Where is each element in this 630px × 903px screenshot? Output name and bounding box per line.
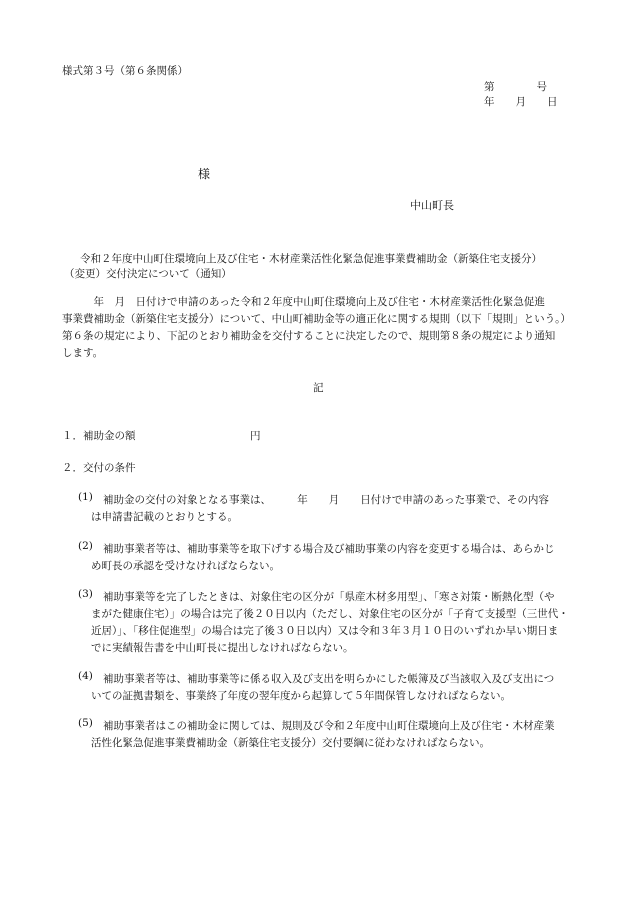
- condition-number: (2): [78, 540, 93, 552]
- body-line: 年 月 日付けで申請のあった令和２年度中山町住環境向上及び住宅・木材産業活性化緊急促進: [62, 296, 545, 308]
- condition-item: [91, 589, 569, 657]
- conditions-heading: ２．交付の条件: [62, 462, 136, 474]
- condition-number: (4): [78, 670, 93, 682]
- document-date: 年 月 日: [484, 96, 558, 108]
- subject-line-2: （変更）交付決定について（通知）: [64, 268, 232, 280]
- amount-label: １．補助金の額: [62, 430, 136, 442]
- condition-line: 活性化緊急促進事業費補助金（新築住宅支援分）交付要綱に従わなければならない。: [91, 737, 490, 749]
- condition-line: 近居）」、「移住促進型」の場合は完了後３０日以内）又は令和３年３月１０日のいずれか早い期日ま: [91, 625, 559, 637]
- condition-line: 補助事業等を完了したときは、対象住宅の区分が「県産木材多用型」、「寒さ対策・断熱化型（や: [103, 591, 555, 603]
- addressee-suffix: 様: [198, 167, 211, 181]
- condition-line: 補助事業者はこの補助金に関しては、規則及び令和２年度中山町住環境向上及び住宅・木材産業: [103, 720, 555, 732]
- condition-line: 補助事業者等は、補助事業等を取下げする場合及び補助事業の内容を変更する場合は、あらかじ: [103, 543, 555, 555]
- condition-number: (1): [78, 491, 93, 503]
- body-line: します。: [62, 347, 104, 359]
- body-paragraph: [62, 294, 571, 362]
- subject-line-1: 令和２年度中山町住環境向上及び住宅・木材産業活性化緊急促進事業費補助金（新築住宅支援分）: [80, 253, 542, 265]
- condition-number: (5): [78, 717, 93, 729]
- condition-item: [91, 541, 555, 575]
- document-number: 第 号: [484, 81, 547, 93]
- condition-line: まがた健康住宅）」の場合は完了後２０日以内（ただし、対象住宅の区分が「子育て支援型（三世代・: [91, 608, 569, 620]
- condition-number: (3): [78, 588, 93, 600]
- ki-heading: 記: [313, 382, 324, 394]
- condition-line: 補助事業者等は、補助事業等に係る収入及び支出を明らかにした帳簿及び当該収入及び支出につ: [103, 673, 555, 685]
- sender-name: 中山町長: [410, 199, 454, 212]
- amount-unit: 円: [250, 430, 261, 442]
- condition-line: は申請書記載のとおりとする。: [91, 511, 238, 523]
- body-line: 事業費補助金（新築住宅支援分）について、中山町補助金等の適正化に関する規則（以下「規則」という。）: [62, 313, 571, 325]
- condition-item: [91, 492, 549, 526]
- condition-line: いての証拠書類を、事業終了年度の翌年度から起算して５年間保管しなければならない。: [91, 690, 511, 702]
- condition-line: でに実績報告書を中山町長に提出しなければならない。: [91, 642, 354, 654]
- condition-line: め町長の承認を受けなければならない。: [91, 560, 280, 572]
- body-line: 第６条の規定により、下記のとおり補助金を交付することに決定したので、規則第８条の規定により通知: [62, 330, 556, 342]
- condition-item: [91, 718, 555, 752]
- condition-item: [91, 671, 554, 705]
- condition-line: 補助金の交付の対象となる事業は、 年 月 日付けで申請のあった事業で、その内容: [103, 494, 549, 506]
- form-number: 様式第３号（第６条関係）: [62, 65, 188, 77]
